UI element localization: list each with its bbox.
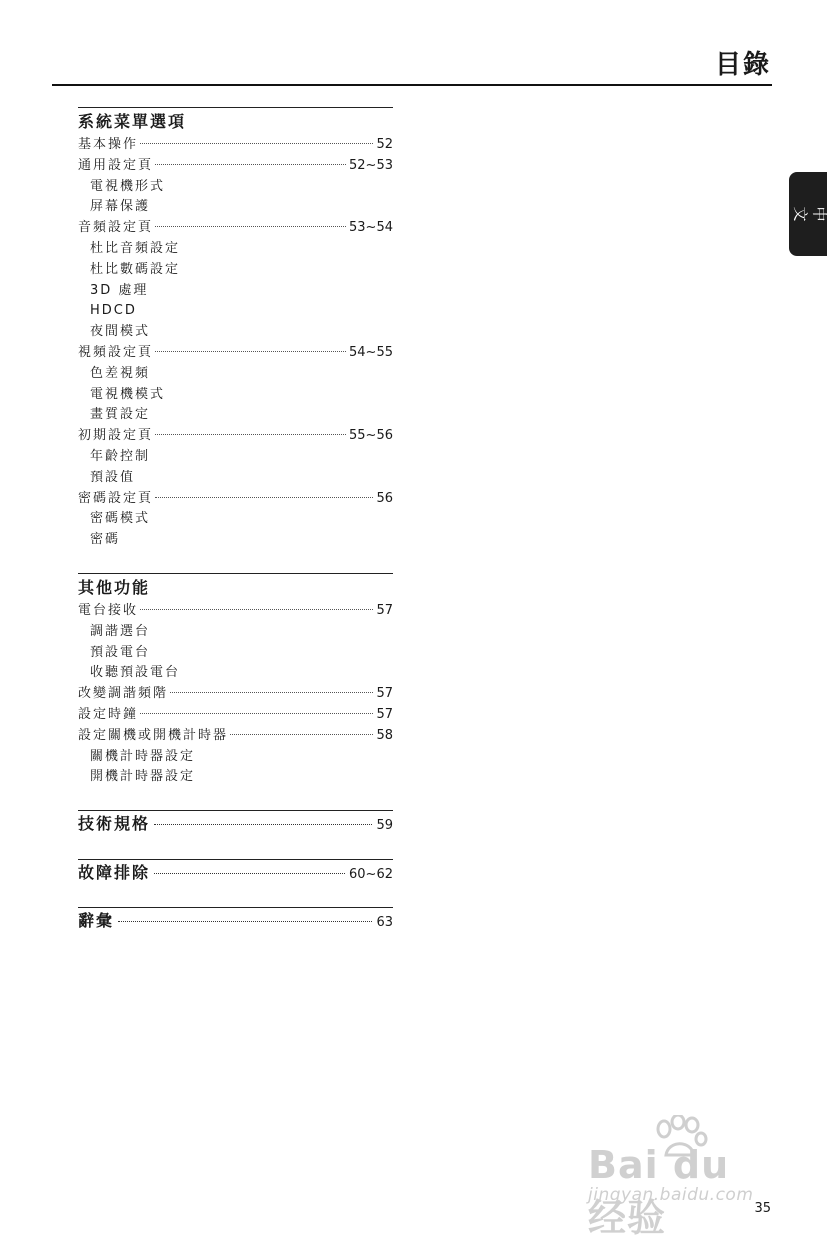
toc-entry [78, 489, 393, 510]
entry-label: 密碼設定頁 [78, 490, 154, 506]
toc-sub-entry [78, 260, 393, 281]
toc-sub-entry [78, 622, 393, 643]
entry-page-number: 59 [376, 818, 393, 833]
entry-page-number: 55~56 [349, 428, 393, 444]
dot-leader [154, 824, 372, 825]
dot-leader [140, 143, 373, 144]
watermark-site: jingyan.baidu.com [588, 1185, 754, 1205]
toc-sub-entry [78, 239, 393, 260]
toc-sub-entry [78, 322, 393, 343]
dot-leader [154, 873, 345, 874]
toc-sub-entry [78, 197, 393, 218]
entry-label: 設定關機或開機計時器 [78, 727, 229, 743]
entry-page-number: 56 [376, 490, 393, 506]
entry-label: 視頻設定頁 [78, 344, 154, 360]
language-tab-label: 中文 [789, 204, 827, 223]
entry-page-number: 53~54 [349, 220, 393, 236]
entry-page-number: 58 [376, 727, 393, 743]
entry-label: 杜比音頻設定 [90, 240, 181, 256]
toc-sub-entry [78, 177, 393, 198]
toc-section-troubleshooting [78, 859, 393, 886]
entry-page-number: 57 [376, 603, 393, 618]
page-number: 35 [754, 1201, 771, 1216]
section-heading: 系統菜單選項 [78, 112, 187, 131]
toc-sub-entry [78, 447, 393, 468]
dot-leader [140, 609, 373, 610]
toc-sub-entry [78, 509, 393, 530]
entry-page-number: 52 [376, 137, 393, 152]
language-tab [789, 172, 827, 256]
entry-label: 電視機形式 [90, 178, 166, 194]
header-rule [52, 84, 772, 86]
entry-label: 畫質設定 [90, 407, 151, 423]
dot-leader [155, 164, 346, 165]
toc-section-specifications [78, 810, 393, 837]
toc-sub-entry [78, 663, 393, 684]
toc-sub-entry [78, 530, 393, 551]
entry-label: 電台接收 [78, 603, 139, 618]
toc-entry [78, 218, 393, 239]
dot-leader [170, 692, 373, 693]
toc-entry [78, 811, 393, 837]
entry-label: 色差視頻 [90, 365, 151, 381]
entry-label: 收聽預設電台 [90, 665, 181, 681]
toc-sub-entry [78, 643, 393, 664]
entry-label: 基本操作 [78, 137, 139, 152]
entry-label: 3D 處理 [90, 282, 149, 298]
entry-label: 年齡控制 [90, 448, 151, 464]
section-heading: 其他功能 [78, 578, 151, 597]
dot-leader [155, 497, 373, 498]
entry-page-number: 57 [376, 686, 393, 702]
toc-entry [78, 726, 393, 747]
entry-label: 密碼模式 [90, 511, 151, 527]
entry-page-number: 60~62 [349, 867, 393, 882]
watermark-brand: Bai du 经验 [588, 1143, 730, 1240]
toc-entry [78, 135, 393, 156]
entry-label: 預設值 [90, 469, 136, 485]
dot-leader [155, 434, 346, 435]
dot-leader [140, 713, 373, 714]
entry-label: HDCD [90, 303, 137, 319]
toc-entry [78, 908, 393, 934]
dot-leader [118, 921, 372, 922]
entry-label: 屏幕保護 [90, 199, 151, 215]
entry-label: 調諧選台 [90, 623, 151, 639]
entry-label: 電視機模式 [90, 386, 166, 402]
entry-label: 初期設定頁 [78, 428, 154, 444]
toc-section-system-menu [78, 107, 393, 551]
toc-entry [78, 684, 393, 705]
entry-label: 設定時鐘 [78, 706, 139, 722]
toc-entry [78, 601, 393, 622]
dot-leader [155, 351, 346, 352]
entry-label: 夜間模式 [90, 324, 151, 340]
dot-leader [155, 226, 346, 227]
toc-entry [78, 426, 393, 447]
toc-sub-entry [78, 468, 393, 489]
entry-label: 密碼 [90, 532, 121, 548]
toc-entry [78, 860, 393, 886]
toc-section-glossary [78, 907, 393, 934]
entry-label: 預設電台 [90, 644, 151, 660]
toc-entry [78, 705, 393, 726]
entry-label: 杜比數碼設定 [90, 261, 181, 277]
toc-entry [78, 156, 393, 177]
section-heading: 技術規格 [78, 814, 151, 833]
toc-entry [78, 343, 393, 364]
entry-label: 開機計時器設定 [90, 769, 196, 785]
toc-sub-entry [78, 385, 393, 406]
dot-leader [230, 734, 373, 735]
entry-page-number: 52~53 [349, 157, 393, 173]
entry-label: 改變調諧頻階 [78, 686, 169, 702]
toc-sub-entry [78, 405, 393, 426]
entry-label: 音頻設定頁 [78, 220, 154, 236]
entry-page-number: 54~55 [349, 344, 393, 360]
entry-page-number: 63 [376, 915, 393, 930]
section-heading: 辭彙 [78, 911, 115, 930]
baidu-watermark [588, 1115, 778, 1240]
entry-page-number: 57 [376, 706, 393, 722]
section-heading: 故障排除 [78, 863, 151, 882]
toc-sub-entry [78, 747, 393, 768]
entry-label: 通用設定頁 [78, 157, 154, 173]
toc-sub-entry [78, 767, 393, 788]
page-title: 目錄 [714, 50, 771, 80]
entry-label: 關機計時器設定 [90, 748, 196, 764]
toc-sub-entry [78, 281, 393, 302]
toc-sub-entry [78, 301, 393, 322]
toc-section-other-functions [78, 573, 393, 788]
toc-sub-entry [78, 364, 393, 385]
